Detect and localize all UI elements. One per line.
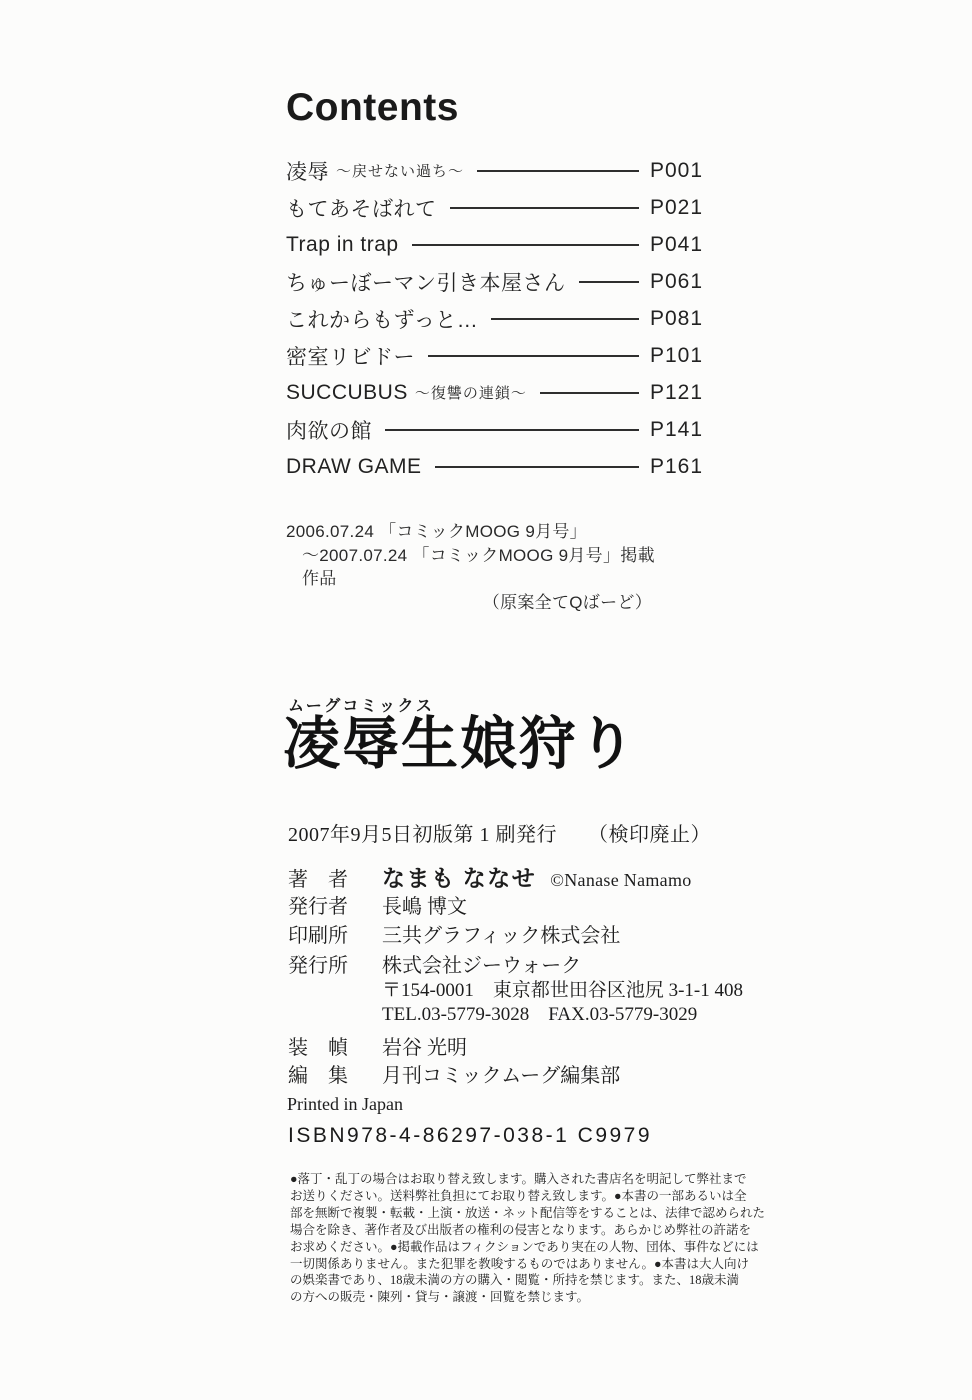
colophon-value: 株式会社ジーウォーク: [382, 954, 582, 977]
colophon: [288, 860, 743, 1087]
toc-page-number: P101: [650, 343, 704, 367]
colophon-row-author: [288, 860, 728, 890]
edition-line: 2007年9月5日初版第 1 刷発行 （検印廃止）: [288, 824, 711, 846]
colophon-row-editing: [288, 1059, 728, 1087]
series-label: ムーグコミックス: [288, 698, 435, 715]
toc-leader-line: [450, 207, 640, 209]
publisher-address: [382, 979, 743, 1026]
colophon-row-printer: [288, 919, 728, 949]
colophon-label: 装 幀: [288, 1037, 348, 1059]
colophon-value: 長嶋 博文: [382, 895, 467, 918]
colophon-label: 発行所: [288, 954, 348, 977]
colophon-label: 編 集: [288, 1064, 348, 1087]
toc-leader-line: [477, 170, 639, 172]
toc-leader-line: [491, 318, 639, 320]
colophon-value: 三共グラフィック株式会社: [382, 925, 621, 947]
toc-row: [286, 152, 702, 189]
toc-row: [286, 374, 702, 411]
phone-fax-line: TEL.03-5779-3028 FAX.03-5779-3029: [382, 1003, 698, 1025]
author-name: なまも ななせ: [382, 866, 537, 891]
colophon-row-publisher-person: [288, 890, 728, 920]
toc-entry-title: 凌辱: [286, 160, 329, 184]
toc-row: [286, 300, 702, 337]
fine-print-line: の娯楽書であり、18歳未満の方の購入・閲覧・所持を禁じます。また、18歳未満: [290, 1273, 740, 1288]
table-of-contents: [286, 152, 702, 485]
fine-print-line: ●落丁・乱丁の場合はお取り替え致します。購入された書店名を明記して弊社まで: [290, 1172, 747, 1186]
serialization-line-3: （原案全てQばーど）: [482, 592, 652, 612]
toc-page-number: P121: [650, 380, 704, 404]
toc-leader-line: [435, 466, 639, 468]
toc-entry-title: 肉欲の館: [286, 419, 372, 443]
toc-entry-title: ちゅーぼーマン引き本屋さん: [286, 271, 566, 295]
colophon-label: 発行者: [288, 895, 348, 918]
printed-in-japan: Printed in Japan: [287, 1094, 403, 1114]
toc-page-number: P161: [650, 454, 704, 478]
toc-row: [286, 263, 702, 300]
toc-row: [286, 411, 702, 448]
colophon-label: 著 者: [288, 869, 348, 891]
colophon-value: 月刊コミックムーグ編集部: [382, 1064, 621, 1087]
toc-row: [286, 226, 702, 263]
toc-leader-line: [428, 355, 639, 357]
toc-leader-line: [540, 392, 639, 394]
toc-row: [286, 337, 702, 374]
toc-entry-title: これからもずっと…: [286, 308, 479, 332]
toc-leader-line: [579, 281, 640, 283]
toc-page-number: P081: [650, 306, 704, 330]
address-line: 〒154-0001 東京都世田谷区池尻 3-1-1 408: [382, 980, 743, 1001]
toc-page-number: P001: [650, 158, 704, 182]
colophon-label: 印刷所: [288, 925, 348, 947]
legal-fine-print: [290, 1171, 766, 1306]
fine-print-line: 場合を除き、著作者及び出版者の権利の侵害となります。あらかじめ弊社の許諾を: [290, 1222, 752, 1237]
toc-row: [286, 189, 702, 226]
toc-page-number: P041: [650, 232, 704, 256]
toc-entry-subtitle: ～復讐の連鎖～: [414, 385, 527, 402]
colophon-row-design: [288, 1031, 728, 1059]
copyright-credit: ©Nanase Namamo: [550, 870, 692, 890]
fine-print-line: 一切関係ありません。また犯罪を教唆するものではありません。●本書は大人向け: [290, 1256, 750, 1271]
contents-heading: Contents: [286, 86, 459, 129]
fine-print-line: の方への販売・陳列・貸与・譲渡・回覧を禁じます。: [290, 1290, 590, 1305]
toc-page-number: P061: [650, 269, 704, 293]
toc-entry-title: DRAW GAME: [286, 454, 422, 478]
toc-page-number: P141: [650, 417, 704, 441]
fine-print-line: 部を無断で複製・転載・上演・放送・ネット配信等をすることは、法律で認められた: [290, 1205, 766, 1220]
isbn-code: ISBN978-4-86297-038-1 C9979: [288, 1124, 653, 1147]
serialization-line-2: ～2007.07.24 「コミックMOOG 9月号」掲載作品: [302, 545, 655, 588]
fine-print-line: お送りください。送料弊社負担にてお取り替え致します。●本書の一部あるいは全: [290, 1188, 747, 1203]
toc-page-number: P021: [650, 195, 704, 219]
colophon-value: 岩谷 光明: [382, 1037, 467, 1059]
toc-leader-line: [412, 244, 639, 246]
toc-row: [286, 448, 702, 485]
serialization-line-1: 2006.07.24 「コミックMOOG 9月号」: [286, 522, 587, 541]
toc-entry-subtitle: ～戻せない過ち～: [336, 163, 465, 180]
toc-entry-title: SUCCUBUS: [286, 380, 408, 404]
toc-entry-title: Trap in trap: [286, 232, 399, 256]
fine-print-line: お求めください。●掲載作品はフィクションであり実在の人物、団体、事件などには: [290, 1239, 759, 1254]
toc-entry-title: 密室リビドー: [286, 345, 415, 369]
serialization-note: [286, 520, 666, 614]
book-title: 凌辱生娘狩り: [283, 712, 637, 776]
toc-entry-title: もてあそばれて: [286, 197, 437, 221]
toc-leader-line: [385, 429, 639, 431]
colophon-row-publisher-company: [288, 949, 728, 979]
